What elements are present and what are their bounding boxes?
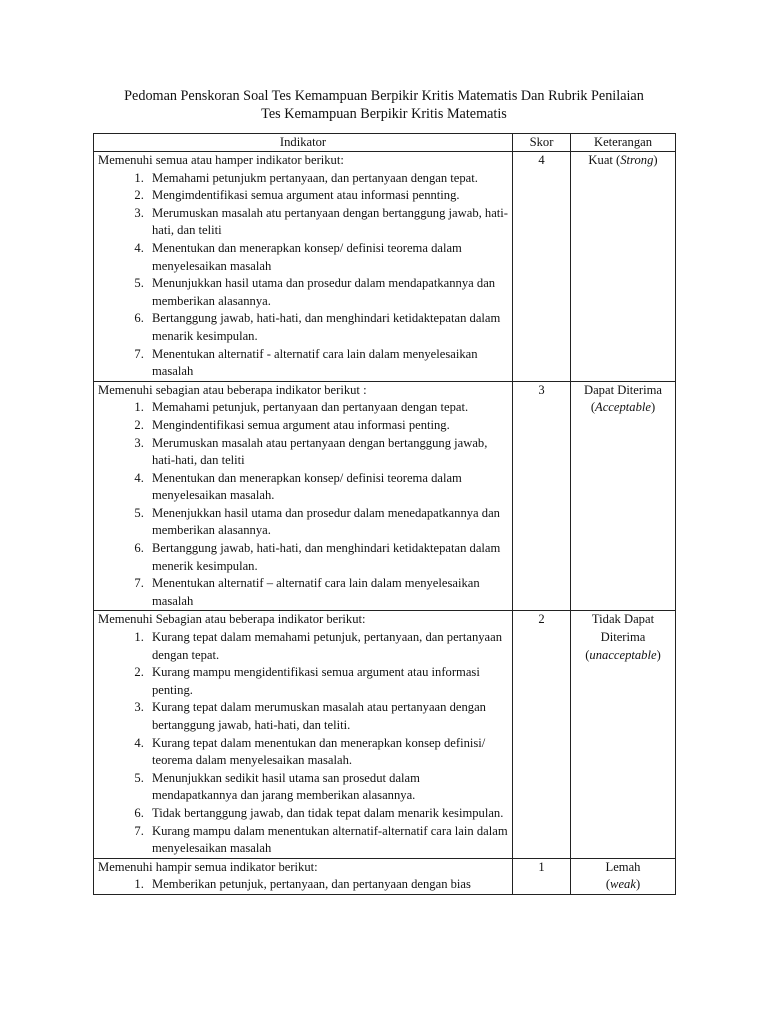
description-open: (	[605, 877, 611, 892]
list-item: 4. Kurang tepat dalam menentukan dan menerapkan konsep definisi/ teorema dalam menyelesaikan masalah.	[147, 735, 508, 770]
list-item: 2. Mengimdentifikasi semua argument atau informasi pennting.	[147, 187, 508, 205]
row-lead-text: Memenuhi sebagian atau beberapa indikator berikut :	[98, 382, 367, 397]
score-cell: 3	[513, 381, 571, 611]
description-cell	[571, 381, 676, 611]
table-row	[94, 611, 676, 858]
description-cell	[571, 611, 676, 858]
list-item: 3. Kurang tepat dalam merumuskan masalah atau pertanyaan dengan bertanggung jawab, hati-hati, dan teliti.	[147, 699, 508, 734]
description-open: (	[585, 647, 590, 662]
list-item: 2. Mengindentifikasi semua argument atau informasi penting.	[147, 417, 508, 435]
list-item: 1. Memahami petunjuk, pertanyaan dan pertanyaan dengan tepat.	[147, 399, 508, 417]
indicator-cell	[94, 611, 513, 858]
indicator-list	[98, 399, 508, 610]
list-item: 3. Merumuskan masalah atu pertanyaan dengan bertanggung jawab, hati-hati, dan teliti	[147, 205, 508, 240]
description-label: Dapat Diterima	[584, 382, 662, 397]
description-open: (	[590, 400, 596, 415]
header-keterangan: Keterangan	[571, 134, 676, 152]
description-label: Lemah	[605, 859, 641, 874]
description-cell	[571, 858, 676, 894]
description-italic: Strong	[620, 153, 654, 167]
list-item: 4. Menentukan dan menerapkan konsep/ definisi teorema dalam menyelesaikan masalah	[147, 240, 508, 275]
row-lead-text: Memenuhi semua atau hamper indikator berikut:	[98, 153, 344, 167]
indicator-list	[98, 876, 508, 894]
description-close: )	[650, 400, 656, 415]
rubric-table	[93, 133, 676, 895]
description-label-line-2: Diterima	[600, 630, 646, 645]
description-label-line-1: Tidak Dapat	[591, 612, 655, 627]
header-skor: Skor	[513, 134, 571, 152]
table-row	[94, 152, 676, 382]
description-italic: weak	[610, 877, 636, 892]
document-title	[60, 87, 708, 123]
table-row	[94, 381, 676, 611]
description-italic: unacceptable	[589, 647, 657, 662]
row-lead-text: Memenuhi hampir semua indikator berikut:	[98, 859, 318, 874]
list-item: 5. Menenjukkan hasil utama dan prosedur dalam menedapatkannya dan memberikan alasannya.	[147, 505, 508, 540]
description-italic: Acceptable	[595, 400, 651, 415]
table-row	[94, 858, 676, 894]
list-item: 1. Memahami petunjukm pertanyaan, dan pertanyaan dengan tepat.	[147, 170, 508, 188]
list-item: 2. Kurang mampu mengidentifikasi semua argument atau informasi penting.	[147, 664, 508, 699]
indicator-cell	[94, 152, 513, 382]
score-cell: 1	[513, 858, 571, 894]
description-label: Kuat (	[588, 153, 621, 167]
list-item: 6. Bertanggung jawab, hati-hati, dan menghindari ketidaktepatan dalam menarik kesimpulan.	[147, 310, 508, 345]
list-item: 1. Memberikan petunjuk, pertanyaan, dan pertanyaan dengan bias	[147, 876, 508, 894]
list-item: 7. Kurang mampu dalam menentukan alternatif-alternatif cara lain dalam menyelesaikan masalah	[147, 823, 508, 858]
list-item: 7. Menentukan alternatif – alternatif cara lain dalam menyelesaikan masalah	[147, 575, 508, 610]
title-line-1: Pedoman Penskoran Soal Tes Kemampuan Berpikir Kritis Matematis Dan Rubrik Penilaian	[124, 88, 644, 104]
row-lead-text: Memenuhi Sebagian atau beberapa indikator berikut:	[98, 612, 366, 627]
list-item: 6. Tidak bertanggung jawab, dan tidak tepat dalam menarik kesimpulan.	[147, 805, 508, 823]
score-cell: 4	[513, 152, 571, 382]
indicator-cell	[94, 381, 513, 611]
indicator-list	[98, 629, 508, 858]
description-close: )	[656, 647, 661, 662]
score-cell: 2	[513, 611, 571, 858]
title-line-2: Tes Kemampuan Berpikir Kritis Matematis	[261, 106, 507, 122]
list-item: 5. Menunjukkan hasil utama dan prosedur dalam mendapatkannya dan memberikan alasannya.	[147, 275, 508, 310]
list-item: 3. Merumuskan masalah atau pertanyaan dengan bertanggung jawab, hati-hati, dan teliti	[147, 435, 508, 470]
list-item: 6. Bertanggung jawab, hati-hati, dan menghindari ketidaktepatan dalam menerik kesimpulan.	[147, 540, 508, 575]
description-close: )	[635, 877, 641, 892]
indicator-list	[98, 170, 508, 381]
list-item: 1. Kurang tepat dalam memahami petunjuk, pertanyaan, dan pertanyaan dengan tepat.	[147, 629, 508, 664]
indicator-cell	[94, 858, 513, 894]
list-item: 5. Menunjukkan sedikit hasil utama san prosedut dalam mendapatkannya dan jarang memberikan alasannya.	[147, 770, 508, 805]
list-item: 4. Menentukan dan menerapkan konsep/ definisi teorema dalam menyelesaikan masalah.	[147, 470, 508, 505]
list-item: 7. Menentukan alternatif - alternatif cara lain dalam menyelesaikan masalah	[147, 346, 508, 381]
description-close: )	[653, 153, 658, 167]
header-indikator: Indikator	[94, 134, 513, 152]
table-header-row	[94, 134, 676, 152]
description-cell	[571, 152, 676, 382]
